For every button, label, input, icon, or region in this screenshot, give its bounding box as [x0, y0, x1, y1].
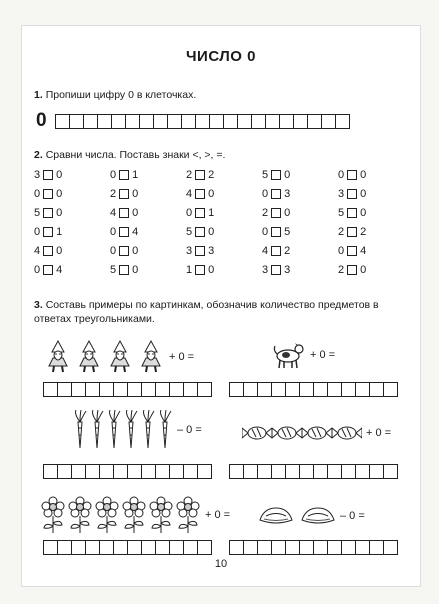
- grid-cell[interactable]: [183, 540, 198, 555]
- flower-icon: [148, 496, 174, 534]
- grid-cell[interactable]: [313, 382, 328, 397]
- comparison-item: [262, 187, 338, 200]
- left-number: 3: [34, 168, 41, 181]
- comparison-item: [186, 263, 262, 276]
- grid-cell[interactable]: [71, 540, 86, 555]
- grid-cell[interactable]: [169, 382, 184, 397]
- left-number: 2: [186, 168, 193, 181]
- dog-equation: + 0 =: [310, 349, 336, 361]
- carrot-icon: [72, 410, 88, 450]
- pies-equation: – 0 =: [340, 510, 365, 522]
- grid-cell[interactable]: [127, 464, 142, 479]
- left-number: 2: [338, 263, 345, 276]
- carrot-icon: [106, 410, 122, 450]
- grid-cell[interactable]: [341, 540, 356, 555]
- sign-box[interactable]: [347, 208, 357, 218]
- sign-box[interactable]: [43, 246, 53, 256]
- right-number: 1: [208, 206, 215, 219]
- task-2-instruction: [34, 148, 225, 162]
- left-number: 0: [34, 263, 41, 276]
- sign-box[interactable]: [119, 170, 129, 180]
- right-number: 0: [360, 206, 367, 219]
- sign-box[interactable]: [43, 227, 53, 237]
- sign-box[interactable]: [347, 246, 357, 256]
- workbook-page: [22, 26, 420, 586]
- grid-cell[interactable]: [355, 382, 370, 397]
- left-number: 0: [186, 206, 193, 219]
- sign-box[interactable]: [271, 208, 281, 218]
- sign-box[interactable]: [119, 227, 129, 237]
- grid-cell[interactable]: [85, 464, 100, 479]
- sign-box[interactable]: [43, 265, 53, 275]
- sign-box[interactable]: [119, 265, 129, 275]
- task-2-text: Сравни числа. Поставь знаки <, >, =.: [45, 149, 226, 161]
- grid-cell[interactable]: [155, 540, 170, 555]
- right-number: 3: [208, 244, 215, 257]
- left-number: 0: [110, 168, 117, 181]
- grid-cell[interactable]: [271, 464, 286, 479]
- grid-cell[interactable]: [383, 540, 398, 555]
- grid-cell[interactable]: [243, 382, 258, 397]
- left-number: 0: [338, 168, 345, 181]
- grid-cell[interactable]: [209, 114, 224, 129]
- comparison-item: [338, 168, 414, 181]
- sign-box[interactable]: [271, 265, 281, 275]
- grid-cell[interactable]: [111, 114, 126, 129]
- sign-box[interactable]: [195, 189, 205, 199]
- grid-cell[interactable]: [313, 464, 328, 479]
- left-number: 3: [338, 187, 345, 200]
- comparison-item: [262, 225, 338, 238]
- comparison-item: [34, 225, 110, 238]
- grid-cell[interactable]: [223, 114, 238, 129]
- comparison-item: [262, 168, 338, 181]
- right-number: 0: [360, 187, 367, 200]
- grid-cell[interactable]: [141, 540, 156, 555]
- candy-icon: [242, 422, 272, 444]
- left-number: 5: [186, 225, 193, 238]
- grid-cell[interactable]: [127, 540, 142, 555]
- grid-cell[interactable]: [99, 540, 114, 555]
- grid-cell[interactable]: [229, 540, 244, 555]
- task-3-instruction: [34, 298, 414, 326]
- sign-box[interactable]: [195, 246, 205, 256]
- grid-cell[interactable]: [55, 114, 70, 129]
- right-number: 0: [360, 168, 367, 181]
- comparison-item: [186, 225, 262, 238]
- left-number: 0: [34, 225, 41, 238]
- left-number: 4: [262, 244, 269, 257]
- comparison-item: [110, 206, 186, 219]
- flower-icon: [121, 496, 147, 534]
- grid-cell[interactable]: [141, 382, 156, 397]
- carrot-icon: [123, 410, 139, 450]
- grid-cell[interactable]: [341, 382, 356, 397]
- grid-cell[interactable]: [355, 540, 370, 555]
- grid-cell[interactable]: [99, 382, 114, 397]
- grid-cell[interactable]: [43, 382, 58, 397]
- grid-cell[interactable]: [197, 382, 212, 397]
- grid-cell[interactable]: [293, 114, 308, 129]
- right-number: 0: [56, 206, 63, 219]
- grid-cell[interactable]: [285, 464, 300, 479]
- answer-grid-carrots[interactable]: [44, 464, 212, 479]
- sign-box[interactable]: [271, 246, 281, 256]
- sign-box[interactable]: [271, 227, 281, 237]
- sign-box[interactable]: [43, 189, 53, 199]
- comparison-item: [338, 225, 414, 238]
- grid-cell[interactable]: [369, 464, 384, 479]
- comparison-item: [262, 244, 338, 257]
- grid-cell[interactable]: [251, 114, 266, 129]
- grid-cell[interactable]: [257, 382, 272, 397]
- sign-box[interactable]: [271, 170, 281, 180]
- grid-cell[interactable]: [141, 464, 156, 479]
- left-number: 5: [34, 206, 41, 219]
- grid-cell[interactable]: [327, 382, 342, 397]
- grid-cell[interactable]: [229, 382, 244, 397]
- grid-cell[interactable]: [85, 540, 100, 555]
- task-2-number: 2.: [34, 149, 43, 161]
- right-number: 5: [284, 225, 291, 238]
- sign-box[interactable]: [347, 265, 357, 275]
- left-number: 0: [34, 187, 41, 200]
- task-3-number: 3.: [34, 299, 43, 311]
- comparison-item: [34, 168, 110, 181]
- grid-cell[interactable]: [257, 464, 272, 479]
- task-3-text-line1: Составь примеры по картинкам, обозначив количество предметов в: [45, 299, 379, 311]
- comparison-item: [338, 244, 414, 257]
- grid-cell[interactable]: [181, 114, 196, 129]
- grid-cell[interactable]: [113, 464, 128, 479]
- right-number: 0: [208, 225, 215, 238]
- grid-cell[interactable]: [127, 382, 142, 397]
- left-number: 0: [262, 225, 269, 238]
- comparison-item: [110, 225, 186, 238]
- gnome-icon: [75, 340, 103, 374]
- candies-picture: [242, 422, 391, 444]
- grid-cell[interactable]: [313, 540, 328, 555]
- grid-cell[interactable]: [153, 114, 168, 129]
- gnome-icon: [44, 340, 72, 374]
- grid-cell[interactable]: [183, 382, 198, 397]
- grid-cell[interactable]: [43, 464, 58, 479]
- sign-box[interactable]: [195, 265, 205, 275]
- left-number: 4: [34, 244, 41, 257]
- gnomes-picture: [44, 340, 194, 374]
- right-number: 4: [360, 244, 367, 257]
- answer-grid-candies[interactable]: [230, 464, 398, 479]
- sign-box[interactable]: [119, 246, 129, 256]
- grid-cell[interactable]: [327, 464, 342, 479]
- grid-cell[interactable]: [43, 540, 58, 555]
- right-number: 0: [132, 206, 139, 219]
- grid-cell[interactable]: [307, 114, 322, 129]
- sign-box[interactable]: [43, 170, 53, 180]
- comparison-item: [34, 263, 110, 276]
- left-number: 4: [186, 187, 193, 200]
- grid-cell[interactable]: [195, 114, 210, 129]
- grid-cell[interactable]: [243, 464, 258, 479]
- grid-cell[interactable]: [355, 464, 370, 479]
- right-number: 0: [208, 263, 215, 276]
- grid-cell[interactable]: [279, 114, 294, 129]
- grid-cell[interactable]: [237, 114, 252, 129]
- right-number: 0: [132, 263, 139, 276]
- grid-cell[interactable]: [321, 114, 336, 129]
- comparison-item: [338, 263, 414, 276]
- right-number: 0: [132, 187, 139, 200]
- sign-box[interactable]: [195, 208, 205, 218]
- grid-cell[interactable]: [71, 382, 86, 397]
- right-number: 0: [284, 206, 291, 219]
- carrot-icon: [89, 410, 105, 450]
- left-number: 3: [262, 263, 269, 276]
- sign-box[interactable]: [347, 170, 357, 180]
- left-number: 0: [110, 244, 117, 257]
- grid-cell[interactable]: [197, 464, 212, 479]
- comparison-item: [338, 187, 414, 200]
- grid-cell[interactable]: [57, 464, 72, 479]
- grid-cell[interactable]: [383, 464, 398, 479]
- carrot-icon: [140, 410, 156, 450]
- sign-box[interactable]: [119, 208, 129, 218]
- flower-icon: [67, 496, 93, 534]
- flowers-equation: + 0 =: [205, 509, 231, 521]
- right-number: 2: [360, 225, 367, 238]
- left-number: 4: [110, 206, 117, 219]
- flowers-picture: [40, 496, 230, 534]
- candy-icon: [272, 422, 302, 444]
- carrots-equation: – 0 =: [177, 424, 202, 436]
- comparison-item: [34, 244, 110, 257]
- writing-grid-task1[interactable]: [56, 114, 350, 129]
- grid-cell[interactable]: [155, 382, 170, 397]
- grid-cell[interactable]: [299, 464, 314, 479]
- left-number: 0: [262, 187, 269, 200]
- right-number: 2: [208, 168, 215, 181]
- grid-cell[interactable]: [369, 382, 384, 397]
- answer-grid-pies[interactable]: [230, 540, 398, 555]
- grid-cell[interactable]: [99, 464, 114, 479]
- sign-box[interactable]: [347, 189, 357, 199]
- left-number: 0: [338, 244, 345, 257]
- right-number: 0: [56, 244, 63, 257]
- comparison-grid: [34, 168, 414, 276]
- flower-icon: [94, 496, 120, 534]
- gnome-icon: [106, 340, 134, 374]
- comparison-item: [110, 187, 186, 200]
- task-3-text-line2: ответах треугольниками.: [34, 313, 155, 325]
- grid-cell[interactable]: [139, 114, 154, 129]
- grid-cell[interactable]: [169, 464, 184, 479]
- grid-cell[interactable]: [299, 540, 314, 555]
- right-number: 4: [132, 225, 139, 238]
- left-number: 5: [262, 168, 269, 181]
- right-number: 1: [56, 225, 63, 238]
- sample-digit: 0: [36, 110, 47, 131]
- answer-grid-dog[interactable]: [230, 382, 398, 397]
- right-number: 0: [56, 187, 63, 200]
- comparison-item: [110, 244, 186, 257]
- candy-icon: [332, 422, 362, 444]
- comparison-item: [186, 244, 262, 257]
- right-number: 0: [208, 187, 215, 200]
- grid-cell[interactable]: [169, 540, 184, 555]
- grid-cell[interactable]: [57, 382, 72, 397]
- left-number: 5: [110, 263, 117, 276]
- page-number: 10: [214, 558, 228, 570]
- comparison-item: [338, 206, 414, 219]
- grid-cell[interactable]: [155, 464, 170, 479]
- dog-icon: [272, 340, 306, 370]
- dog-picture: [272, 340, 335, 370]
- left-number: 2: [262, 206, 269, 219]
- candies-equation: + 0 =: [366, 427, 392, 439]
- grid-cell[interactable]: [197, 540, 212, 555]
- gnomes-equation: + 0 =: [169, 351, 195, 363]
- sign-box[interactable]: [195, 227, 205, 237]
- grid-cell[interactable]: [229, 464, 244, 479]
- grid-cell[interactable]: [243, 540, 258, 555]
- grid-cell[interactable]: [335, 114, 350, 129]
- right-number: 0: [284, 168, 291, 181]
- grid-cell[interactable]: [167, 114, 182, 129]
- right-number: 0: [132, 244, 139, 257]
- grid-cell[interactable]: [327, 540, 342, 555]
- right-number: 0: [360, 263, 367, 276]
- grid-cell[interactable]: [113, 382, 128, 397]
- grid-cell[interactable]: [69, 114, 84, 129]
- sign-box[interactable]: [271, 189, 281, 199]
- grid-cell[interactable]: [57, 540, 72, 555]
- comparison-item: [34, 206, 110, 219]
- task-1-instruction: [34, 88, 196, 102]
- grid-cell[interactable]: [271, 382, 286, 397]
- grid-cell[interactable]: [341, 464, 356, 479]
- comparison-item: [186, 206, 262, 219]
- comparison-item: [262, 206, 338, 219]
- grid-cell[interactable]: [97, 114, 112, 129]
- grid-cell[interactable]: [85, 382, 100, 397]
- task-1-text: Пропиши цифру 0 в клеточках.: [45, 89, 197, 101]
- comparison-item: [34, 187, 110, 200]
- grid-cell[interactable]: [113, 540, 128, 555]
- answer-grid-flowers[interactable]: [44, 540, 212, 555]
- left-number: 2: [110, 187, 117, 200]
- grid-cell[interactable]: [83, 114, 98, 129]
- grid-cell[interactable]: [71, 464, 86, 479]
- task-1-number: 1.: [34, 89, 43, 101]
- comparison-item: [186, 168, 262, 181]
- flower-icon: [175, 496, 201, 534]
- answer-grid-gnomes[interactable]: [44, 382, 212, 397]
- left-number: 2: [338, 225, 345, 238]
- pie-icon: [258, 506, 294, 526]
- comparison-item: [110, 168, 186, 181]
- sign-box[interactable]: [119, 189, 129, 199]
- grid-cell[interactable]: [265, 114, 280, 129]
- grid-cell[interactable]: [285, 382, 300, 397]
- pie-icon: [300, 506, 336, 526]
- left-number: 3: [186, 244, 193, 257]
- right-number: 4: [56, 263, 63, 276]
- grid-cell[interactable]: [369, 540, 384, 555]
- grid-cell[interactable]: [183, 464, 198, 479]
- pies-picture: [258, 506, 365, 526]
- grid-cell[interactable]: [383, 382, 398, 397]
- left-number: 5: [338, 206, 345, 219]
- page-title: ЧИСЛО 0: [186, 48, 256, 65]
- grid-cell[interactable]: [285, 540, 300, 555]
- left-number: 1: [186, 263, 193, 276]
- candy-icon: [302, 422, 332, 444]
- left-number: 0: [110, 225, 117, 238]
- flower-icon: [40, 496, 66, 534]
- right-number: 2: [284, 244, 291, 257]
- grid-cell[interactable]: [299, 382, 314, 397]
- right-number: 3: [284, 187, 291, 200]
- carrot-icon: [157, 410, 173, 450]
- sign-box[interactable]: [195, 170, 205, 180]
- sign-box[interactable]: [347, 227, 357, 237]
- gnome-icon: [137, 340, 165, 374]
- grid-cell[interactable]: [257, 540, 272, 555]
- grid-cell[interactable]: [125, 114, 140, 129]
- comparison-item: [262, 263, 338, 276]
- comparison-item: [110, 263, 186, 276]
- right-number: 3: [284, 263, 291, 276]
- right-number: 1: [132, 168, 139, 181]
- comparison-item: [186, 187, 262, 200]
- right-number: 0: [56, 168, 63, 181]
- grid-cell[interactable]: [271, 540, 286, 555]
- carrots-picture: [72, 410, 202, 450]
- sign-box[interactable]: [43, 208, 53, 218]
